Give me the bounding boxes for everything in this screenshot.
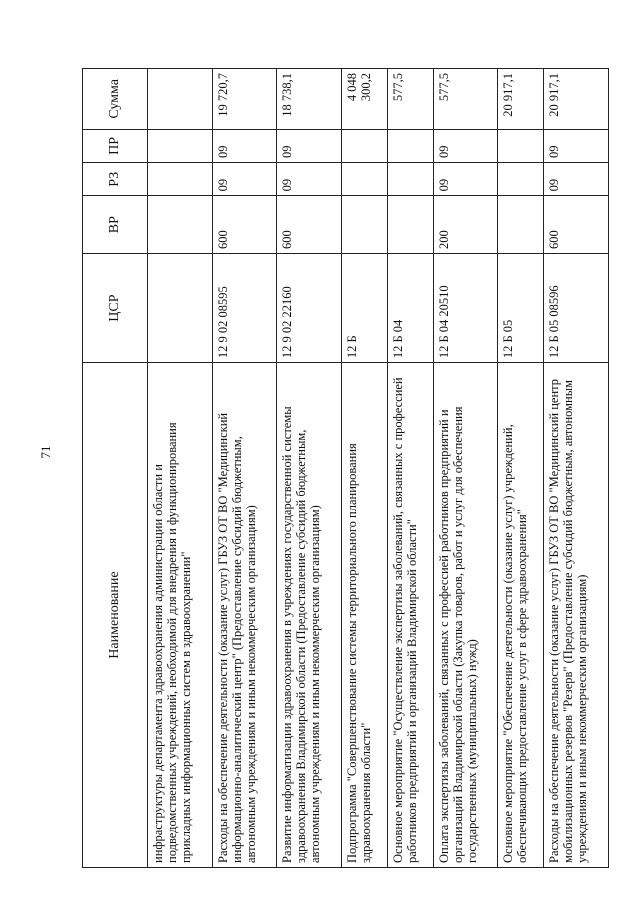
header-csr: ЦСР [83, 253, 148, 362]
table-header-row [83, 69, 148, 868]
row-csr [148, 253, 213, 362]
row-rz [387, 163, 433, 196]
row-pr [387, 129, 433, 162]
row-name: Подпрограмма "Совершенствование системы территориального планирования здравоохранения области" [341, 363, 387, 868]
row-csr: 12 Б 04 [387, 253, 433, 362]
row-rz: 09 [212, 163, 277, 196]
table-row [277, 69, 342, 868]
budget-table [82, 68, 609, 868]
row-pr [148, 129, 213, 162]
row-pr: 09 [277, 129, 342, 162]
budget-table-container [82, 68, 609, 868]
row-pr: 09 [212, 129, 277, 162]
row-name: Расходы на обеспечение деятельности (оказание услуг) ГБУЗ ОТ ВО "Медицинский центр мобилизационных резервов "Резерв" (Предоставление субсидий бюджетным, автономным учреждениям и иным некоммерческим организациям) [544, 363, 609, 868]
row-rz [498, 163, 544, 196]
table-row [433, 69, 498, 868]
row-pr: 09 [433, 129, 498, 162]
row-rz: 09 [433, 163, 498, 196]
row-sum: 18 738,1 [277, 69, 342, 130]
row-rz: 09 [544, 163, 609, 196]
row-sum: 577,5 [387, 69, 433, 130]
row-pr: 09 [544, 129, 609, 162]
row-rz: 09 [277, 163, 342, 196]
row-vr: 600 [544, 196, 609, 254]
row-vr: 600 [277, 196, 342, 254]
row-pr [341, 129, 387, 162]
header-sum: Сумма [83, 69, 148, 130]
row-vr [387, 196, 433, 254]
table-row [498, 69, 544, 868]
table-row [148, 69, 213, 868]
header-pr: ПР [83, 129, 148, 162]
header-rz: РЗ [83, 163, 148, 196]
row-name: Оплата экспертизы заболеваний, связанных с профессией работников предприятий и организаций Владимирской области (Закупка товаров, работ и услуг для обеспечения государственных (муниципальных) нужд) [433, 363, 498, 868]
row-vr: 200 [433, 196, 498, 254]
row-pr [498, 129, 544, 162]
row-sum: 20 917,1 [498, 69, 544, 130]
table-row [212, 69, 277, 868]
row-rz [341, 163, 387, 196]
row-rz [148, 163, 213, 196]
row-vr: 600 [212, 196, 277, 254]
header-vr: ВР [83, 196, 148, 254]
row-sum: 577,5 [433, 69, 498, 130]
table-row [387, 69, 433, 868]
table-row [544, 69, 609, 868]
row-vr [148, 196, 213, 254]
row-sum: 19 720,7 [212, 69, 277, 130]
row-csr: 12 Б 05 [498, 253, 544, 362]
row-sum: 20 917,1 [544, 69, 609, 130]
row-vr [341, 196, 387, 254]
header-name: Наименование [83, 363, 148, 868]
row-csr: 12 Б [341, 253, 387, 362]
row-name: инфраструктуры департамента здравоохранения администрации области и подведомственных учреждений, необходимой для внедрения и функционирования прикладных информационных систем в здравоохранении" [148, 363, 213, 868]
row-sum: 4 048 300,2 [341, 69, 387, 130]
row-name: Основное мероприятие "Осуществление экспертизы заболеваний, связанных с профессией работников предприятий и организаций Владимирской области" [387, 363, 433, 868]
row-vr [498, 196, 544, 254]
row-csr: 12 Б 05 08596 [544, 253, 609, 362]
table-row [341, 69, 387, 868]
row-csr: 12 Б 04 20510 [433, 253, 498, 362]
row-csr: 12 9 02 22160 [277, 253, 342, 362]
row-name: Основное мероприятие "Обеспечение деятельности (оказание услуг) учреждений, обеспечивающих предоставление услуг в сфере здравоохранения" [498, 363, 544, 868]
row-name: Развитие информатизации здравоохранения в учреждениях государственной системы здравоохранения Владимирской области (Предоставление субсидий бюджетным, автономным учреждениям и иным некоммерческим организациям) [277, 363, 342, 868]
page-number: 71 [38, 445, 53, 459]
row-sum [148, 69, 213, 130]
row-csr: 12 9 02 08595 [212, 253, 277, 362]
row-name: Расходы на обеспечение деятельности (оказание услуг) ГБУЗ ОТ ВО "Медицинский информационно-аналитический центр" (Предоставление субсидий бюджетным, автономным учреждениям и иным некоммерческим организациям) [212, 363, 277, 868]
